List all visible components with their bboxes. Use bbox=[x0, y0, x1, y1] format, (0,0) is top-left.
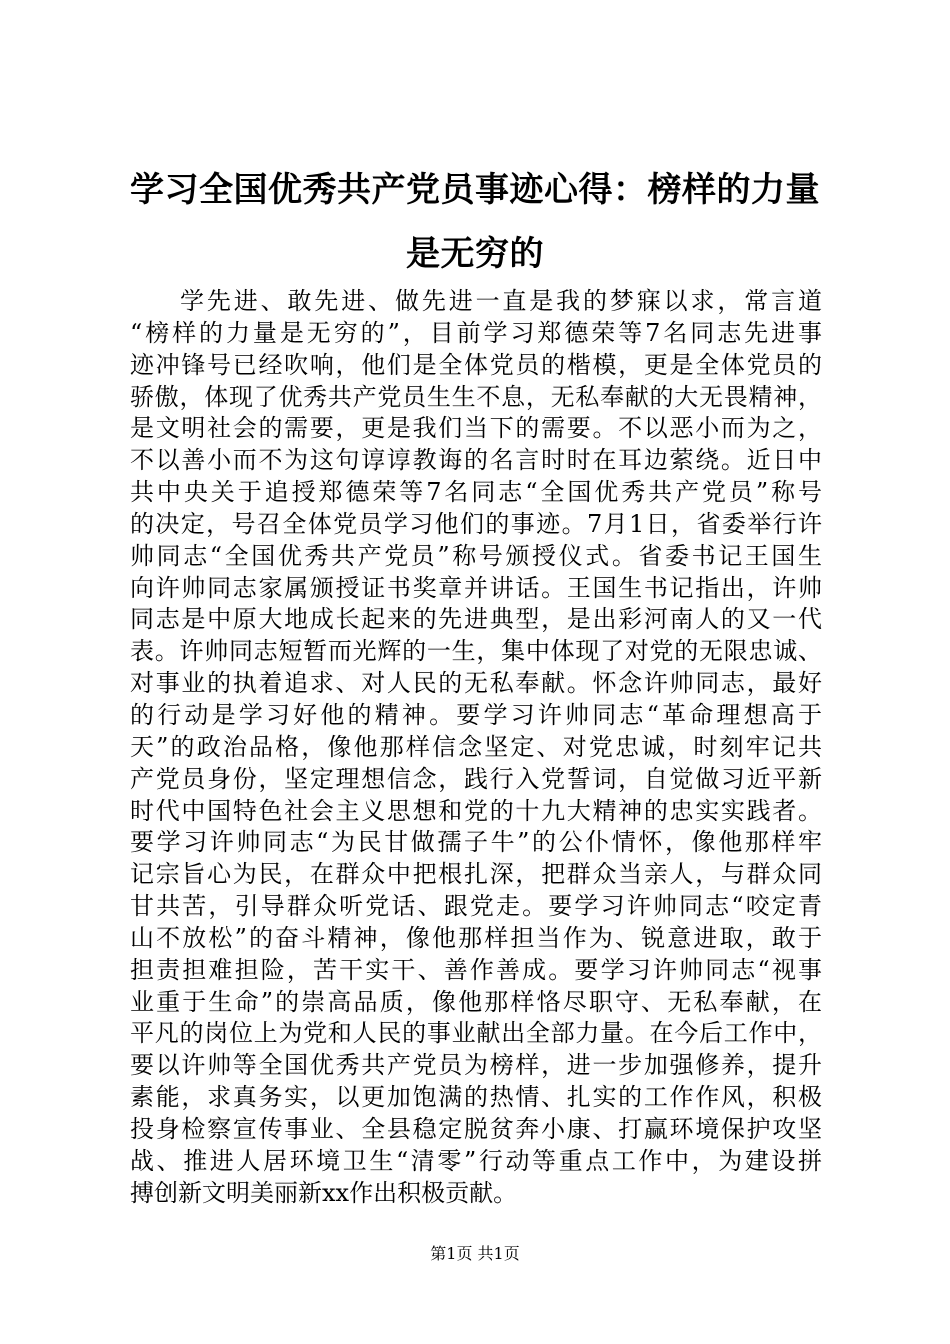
text-line: 产党员身份，坚定理想信念，践行入党誓词，自觉做习近平新 bbox=[130, 764, 822, 793]
text-line: 向许帅同志家属颁授证书奖章并讲话。王国生书记指出，许帅 bbox=[130, 573, 822, 602]
title-line-1: 学习全国优秀共产党员事迹心得：榜样的力量 bbox=[130, 170, 820, 210]
text-line: 甘共苦，引导群众听党话、跟党走。要学习许帅同志“咬定青 bbox=[130, 892, 822, 921]
text-line: 的行动是学习好他的精神。要学习许帅同志“革命理想高于 bbox=[130, 700, 822, 729]
text-line: 记宗旨心为民，在群众中把根扎深，把群众当亲人，与群众同 bbox=[130, 860, 822, 889]
text-line: 天”的政治品格，像他那样信念坚定、对党忠诚，时刻牢记共 bbox=[130, 732, 822, 761]
text-line: 山不放松”的奋斗精神，像他那样担当作为、锐意进取，敢于 bbox=[130, 923, 822, 952]
text-line: 要以许帅等全国优秀共产党员为榜样，进一步加强修养，提升 bbox=[130, 1051, 822, 1080]
text-line: 担责担难担险，苦干实干、善作善成。要学习许帅同志“视事 bbox=[130, 955, 822, 984]
title-line-2: 是无穷的 bbox=[406, 234, 544, 274]
text-line: 搏创新文明美丽新xx作出积极贡献。 bbox=[130, 1178, 518, 1207]
text-line: 业重于生命”的崇高品质，像他那样恪尽职守、无私奉献，在 bbox=[130, 987, 822, 1016]
text-line: 时代中国特色社会主义思想和党的十九大精神的忠实实践者。 bbox=[130, 796, 822, 825]
text-line: 对事业的执着追求、对人民的无私奉献。怀念许帅同志，最好 bbox=[130, 669, 822, 698]
body-paragraph bbox=[130, 286, 822, 1209]
text-line: 迹冲锋号已经吹响，他们是全体党员的楷模，更是全体党员的 bbox=[130, 350, 822, 379]
text-line: 投身检察宣传事业、全县稳定脱贫奔小康、打赢环境保护攻坚 bbox=[130, 1114, 822, 1143]
page-footer: 第1页 共1页 bbox=[430, 1244, 520, 1263]
text-line: 同志是中原大地成长起来的先进典型，是出彩河南人的又一代 bbox=[130, 605, 822, 634]
text-line: 共中央关于追授郑德荣等7名同志“全国优秀共产党员”称号 bbox=[130, 478, 822, 507]
text-line: 要学习许帅同志“为民甘做孺子牛”的公仆情怀，像他那样牢 bbox=[130, 828, 822, 857]
text-line: 平凡的岗位上为党和人民的事业献出全部力量。在今后工作中， bbox=[130, 1019, 822, 1048]
text-line: 学先进、敢先进、做先进一直是我的梦寐以求，常言道 bbox=[180, 287, 822, 315]
text-line: 骄傲，体现了优秀共产党员生生不息，无私奉献的大无畏精神， bbox=[130, 382, 822, 411]
text-line: 表。许帅同志短暂而光辉的一生，集中体现了对党的无限忠诚、 bbox=[130, 637, 822, 666]
text-line: 不以善小而不为这句谆谆教诲的名言时时在耳边萦绕。近日中 bbox=[130, 446, 822, 475]
text-line: 的决定，号召全体党员学习他们的事迹。7月1日，省委举行许 bbox=[130, 509, 822, 538]
document-title bbox=[110, 158, 840, 286]
text-line: “榜样的力量是无穷的”，目前学习郑德荣等7名同志先进事 bbox=[130, 318, 822, 347]
text-line: 素能，求真务实，以更加饱满的热情、扎实的工作作风，积极 bbox=[130, 1083, 822, 1112]
text-line: 是文明社会的需要，更是我们当下的需要。不以恶小而为之， bbox=[130, 414, 822, 443]
text-line: 战、推进人居环境卫生“清零”行动等重点工作中，为建设拼 bbox=[130, 1146, 822, 1175]
text-line: 帅同志“全国优秀共产党员”称号颁授仪式。省委书记王国生 bbox=[130, 541, 822, 570]
